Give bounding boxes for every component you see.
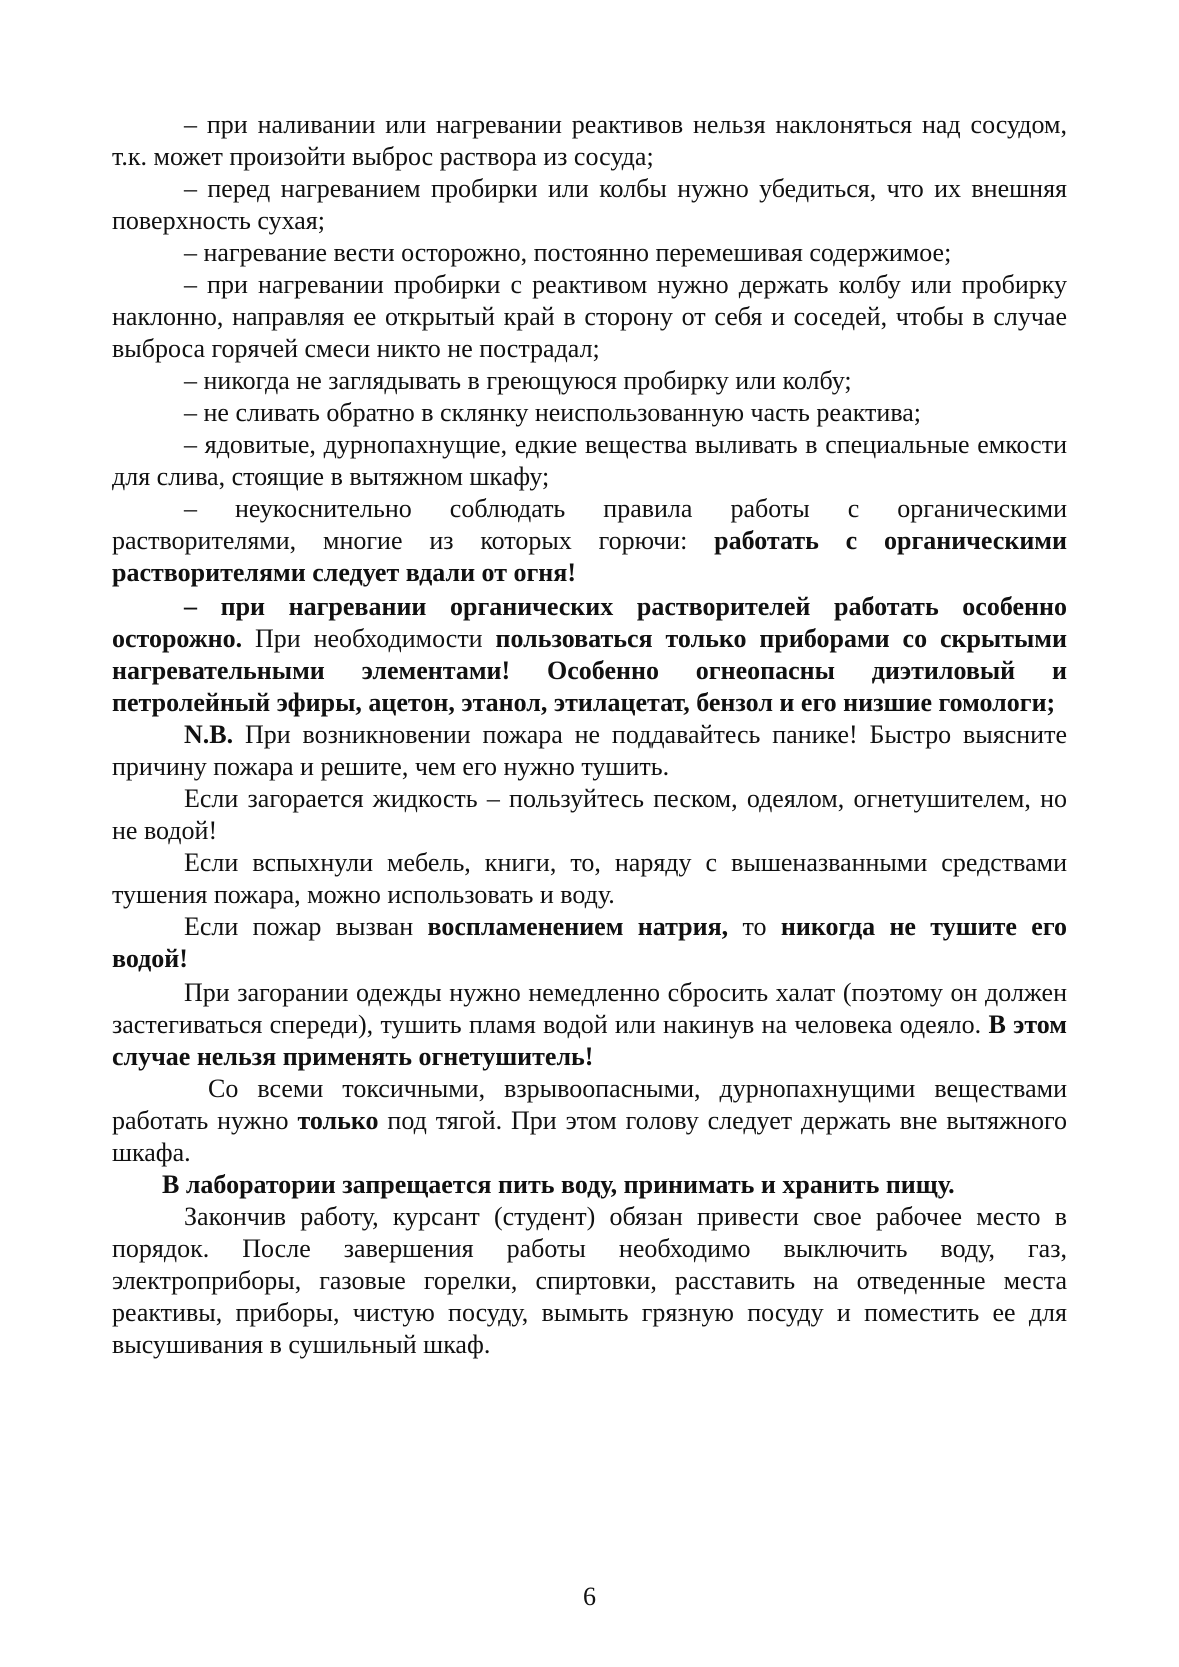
text-segment: Если вспыхнули мебель, книги, то, наряду с вышеназванными средствами тушения пожара, можно использовать и воду. [112, 848, 1067, 909]
paragraph-p12 [112, 847, 1067, 911]
nb-label: N.B. [184, 720, 234, 749]
bold-text-segment: работать с органическими растворителями следует вдали от огня! [112, 526, 1067, 587]
text-segment: Закончив работу, курсант (студент) обязан привести свое рабочее место в порядок. После завершения работы необходимо выключить воду, газ, электроприборы, газовые горелки, спиртовки, расставить на отведенные места реактивы, приборы, чистую посуду, вымыть грязную посуду и поместить ее для высушивания в сушильный шкаф. [112, 1202, 1067, 1359]
bold-text-segment: никогда не тушите его водой! [112, 912, 1068, 973]
document-body [112, 109, 1067, 1361]
page-number: 6 [583, 1582, 596, 1611]
text-segment: – не сливать обратно в склянку неиспользованную часть реактива; [184, 398, 922, 427]
bold-text-segment: воспламенением натрия, [427, 912, 729, 941]
bold-text-segment: пользоваться только приборами со скрытыми нагревательными элементами! Особенно огнеопасны диэтиловый и петролейный эфиры, ацетон, этанол, этилацетат, бензол и его низшие гомологи; [112, 624, 1067, 717]
bold-text-segment: – при нагревании органических растворителей работать особенно осторожно. [112, 592, 1067, 653]
paragraph-p13 [112, 911, 1067, 975]
bold-text-segment: только [297, 1106, 379, 1135]
paragraph-p3 [112, 237, 1067, 269]
text-segment: под тягой. При этом голову следует держать вне вытяжного шкафа. [112, 1106, 1067, 1167]
paragraph-p15 [112, 1073, 1067, 1169]
paragraph-p11 [112, 783, 1067, 847]
paragraph-p8 [112, 493, 1067, 589]
paragraph-p7 [112, 429, 1067, 493]
text-segment: – никогда не заглядывать в греющуюся пробирку или колбу; [184, 366, 852, 395]
text-segment: Если загорается жидкость – пользуйтесь песком, одеялом, огнетушителем, но не водой! [112, 784, 1067, 845]
paragraph-p9 [112, 591, 1067, 719]
paragraph-p5 [112, 365, 1067, 397]
text-segment: При загорании одежды нужно немедленно сбросить халат (поэтому он должен застегиваться спереди), тушить пламя водой или накинув на человека одеяло. [112, 978, 1067, 1039]
paragraph-p10 [112, 719, 1067, 783]
bold-text-segment: В лаборатории запрещается пить воду, принимать и хранить пищу. [162, 1170, 955, 1199]
text-segment: – ядовитые, дурнопахнущие, едкие вещества выливать в специальные емкости для слива, стоящие в вытяжном шкафу; [112, 430, 1067, 491]
text-segment: – неукоснительно соблюдать правила работы с органическими растворителями, многие из которых горючи: [112, 494, 1067, 555]
text-segment: При возникновении пожара не поддавайтесь панике! Быстро выясните причину пожара и решите, чем его нужно тушить. [112, 720, 1067, 781]
text-segment: Со всеми токсичными, взрывоопасными, дурнопахнущими веществами работать нужно [112, 1074, 1067, 1135]
text-segment: – перед нагреванием пробирки или колбы нужно убедиться, что их внешняя поверхность сухая; [112, 174, 1067, 235]
text-segment: – при наливании или нагревании реактивов нельзя наклоняться над сосудом, т.к. может произойти выброс раствора из сосуда; [112, 110, 1067, 171]
text-segment: Если пожар вызван [184, 912, 428, 941]
text-segment: При необходимости [242, 624, 496, 653]
paragraph-p6 [112, 397, 1067, 429]
paragraph-p2 [112, 173, 1067, 237]
paragraph-p4 [112, 269, 1067, 365]
text-segment: – при нагревании пробирки с реактивом нужно держать колбу или пробирку наклонно, направляя ее открытый край в сторону от себя и соседей, чтобы в случае выброса горячей смеси никто не пострадал; [112, 270, 1067, 363]
bold-text-segment: В этом случае нельзя применять огнетушитель! [112, 1010, 1067, 1071]
paragraph-p17 [112, 1201, 1067, 1361]
text-segment: – нагревание вести осторожно, постоянно перемешивая содержимое; [184, 238, 952, 267]
paragraph-p1 [112, 109, 1067, 173]
paragraph-p14 [112, 977, 1067, 1073]
paragraph-p16 [112, 1169, 1067, 1201]
text-segment: то [728, 912, 781, 941]
